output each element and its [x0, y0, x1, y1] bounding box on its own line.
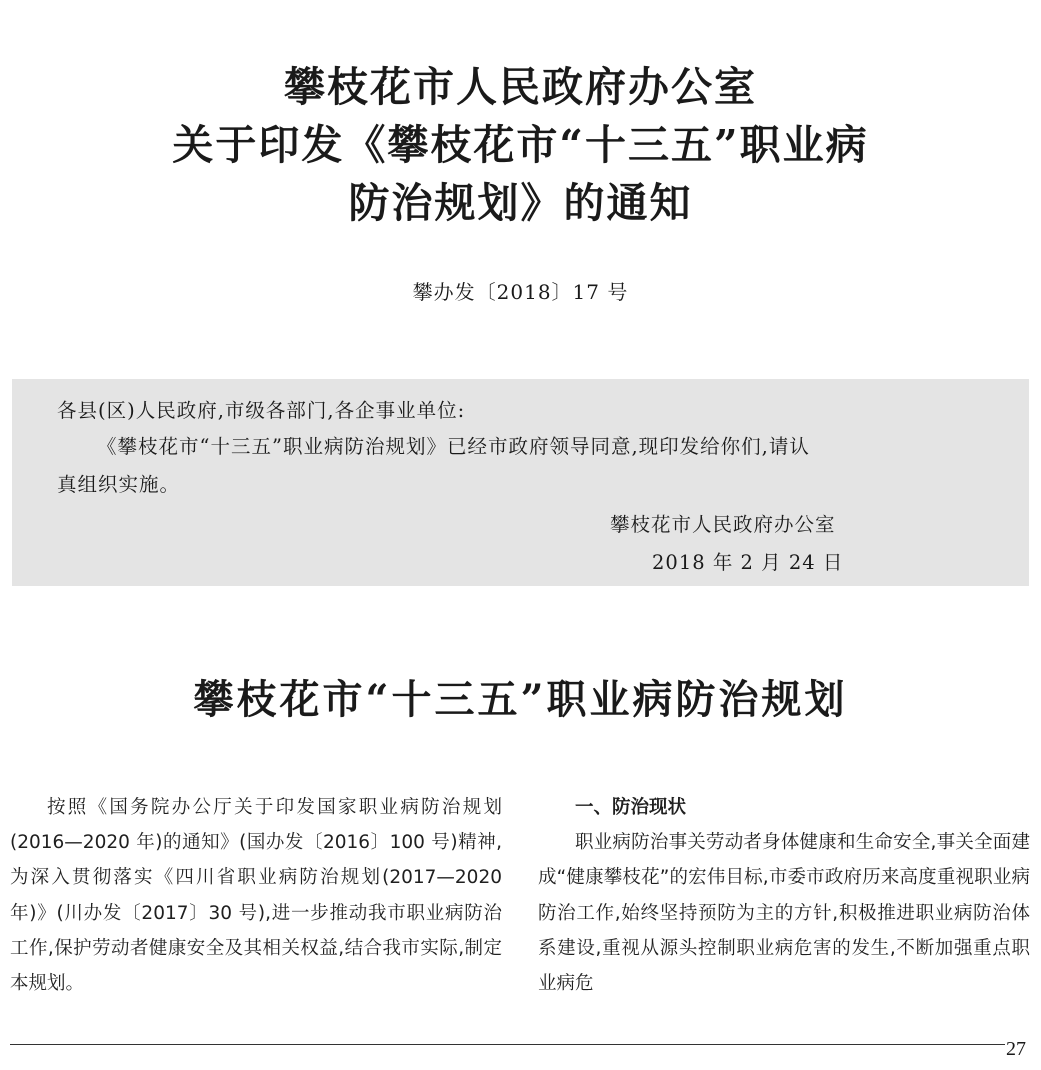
notice-salutation: 各县(区)人民政府,市级各部门,各企事业单位:	[57, 399, 466, 422]
page-number: 27	[1006, 1038, 1026, 1060]
section-heading: 一、防治现状	[575, 797, 687, 818]
title-line-1: 攀枝花市人民政府办公室	[284, 63, 757, 111]
notice-signature: 攀枝花市人民政府办公室	[610, 513, 836, 536]
notice-body-line-2: 真组织实施。	[57, 473, 181, 496]
notice-title	[0, 58, 1041, 232]
right-column	[538, 790, 1030, 1001]
intro-paragraph: 按照《国务院办公厅关于印发国家职业病防治规划(2016—2020 年)的通知》(国办发〔2016〕100 号)精神,为深入贯彻落实《四川省职业病防治规划(2017—2020 年)》(川办发〔2017〕30 号),进一步推动我市职业病防治工作,保护劳动者健康安全及其相关权益,结合我市实际,制定本规划。	[10, 797, 502, 995]
document-number: 攀办发〔2018〕17 号	[412, 280, 629, 304]
section-paragraph: 职业病防治事关劳动者身体健康和生命安全,事关全面建成“健康攀枝花”的宏伟目标,市委市政府历来高度重视职业病防治工作,始终坚持预防为主的方针,积极推进职业病防治体系建设,重视从源头控制职业病危害的发生,不断加强重点职业病危	[538, 832, 1030, 995]
title-line-2: 关于印发《攀枝花市“十三五”职业病	[172, 121, 869, 169]
left-column	[10, 790, 502, 1001]
notice-body-line-1: 《攀枝花市“十三五”职业病防治规划》已经市政府领导同意,现印发给你们,请认	[97, 435, 810, 458]
notice-box	[12, 379, 1029, 586]
title-line-3: 防治规划》的通知	[348, 179, 693, 227]
plan-title: 攀枝花市“十三五”职业病防治规划	[193, 676, 848, 723]
notice-date: 2018 年 2 月 24 日	[652, 551, 844, 574]
footer-rule	[10, 1044, 1005, 1045]
